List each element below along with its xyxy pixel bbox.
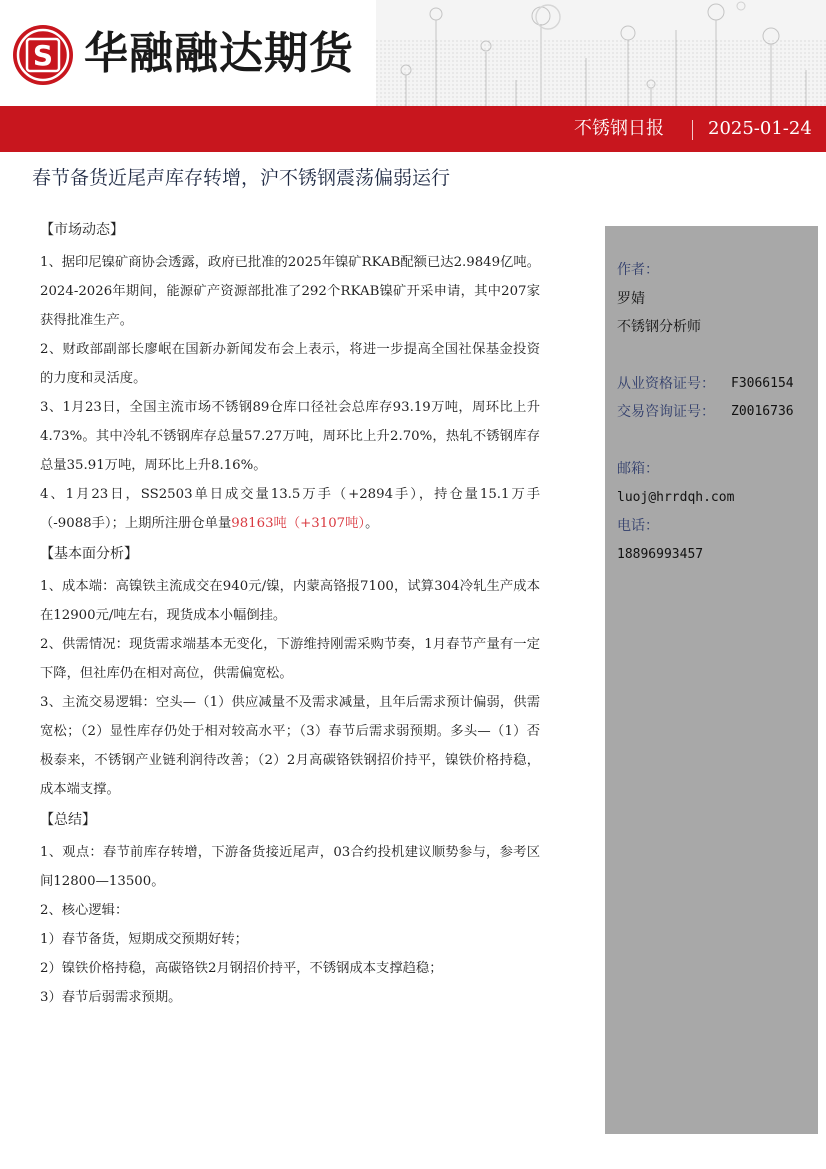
market-item-4-end: 。 (365, 516, 379, 531)
brand-name: 华融融达期货 (84, 28, 354, 79)
page-header (0, 0, 826, 106)
cert-label: 从业资格证号： (617, 376, 715, 392)
report-body (40, 214, 540, 1012)
section-heading-fundamental: 【基本面分析】 (40, 546, 138, 562)
email-address[interactable]: luoj@hrrdqh.com (617, 490, 735, 505)
fundamental-item-2: 2、供需情况：现货需求端基本无变化，下游维持刚需采购节奏，1月春节产量有一定下降，但社库仍在相对高位，供需偏宽松。 (40, 637, 540, 681)
consult-label: 交易咨询证号： (617, 404, 715, 420)
summary-item-4: 2）镍铁价格持稳，高碳铬铁2月钢招价持平，不锈钢成本支撑趋稳； (40, 961, 443, 976)
author-name: 罗婧 (617, 291, 645, 307)
report-date: 2025-01-24 (708, 118, 812, 139)
author-label: 作者： (617, 262, 659, 278)
section-heading-summary: 【总结】 (40, 812, 96, 828)
market-item-4-text: 4、1月23日，SS2503单日成交量13.5万手（+2894手），持仓量15.1万手（-9088手）；上期所注册仓单量 (40, 487, 540, 531)
logo-glyph: S (32, 39, 54, 72)
cert-number: F3066154 (731, 376, 794, 391)
company-logo (10, 22, 76, 88)
banner-divider (692, 120, 693, 140)
market-item-2: 2、财政部副部长廖岷在国新办新闻发布会上表示，将进一步提高全国社保基金投资的力度和灵活度。 (40, 342, 540, 386)
phone-number: 18896993457 (617, 547, 704, 562)
fundamental-item-3: 3、主流交易逻辑：空头—（1）供应减量不及需求减量，且年后需求预计偏弱，供需宽松；（2）显性库存仍处于相对较高水平；（3）春节后需求弱预期。多头—（1）否极泰来，不锈钢产业链利润待改善；（2）2月高碳铬铁钢招价持平，镍铁价格持稳，成本端支撑。 (40, 695, 540, 797)
author-sidebar (605, 226, 818, 1134)
fundamental-item-1: 1、成本端：高镍铁主流成交在940元/镍，内蒙高铬报7100，试算304冷轧生产成本在12900元/吨左右，现货成本小幅倒挂。 (40, 579, 540, 623)
email-label: 邮箱： (617, 461, 659, 477)
summary-item-2: 2、核心逻辑： (40, 903, 129, 918)
report-type: 不锈钢日报 (574, 118, 664, 139)
summary-item-1: 1、观点：春节前库存转增，下游备货接近尾声，03合约投机建议顺势参与，参考区间12800—13500。 (40, 845, 540, 889)
market-item-4 (40, 480, 540, 538)
summary-item-5: 3）春节后弱需求预期。 (40, 990, 182, 1005)
report-title: 春节备货近尾声库存转增，沪不锈钢震荡偏弱运行 (32, 167, 451, 189)
header-decoration (376, 0, 826, 106)
market-item-3: 3、1月23日，全国主流市场不锈钢89仓库口径社会总库存93.19万吨，周环比上升4.73%。其中冷轧不锈钢库存总量57.27万吨，周环比上升2.70%，热轧不锈钢库存总量35.91万吨，周环比上升8.16%。 (40, 400, 540, 473)
report-banner (0, 106, 826, 152)
author-title: 不锈钢分析师 (617, 319, 701, 335)
section-heading-market: 【市场动态】 (40, 222, 124, 238)
phone-label: 电话： (617, 518, 659, 534)
summary-item-3: 1）春节备货，短期成交预期好转； (40, 932, 248, 947)
market-item-1: 1、据印尼镍矿商协会透露，政府已批准的2025年镍矿RKAB配额已达2.9849亿吨。2024-2026年期间，能源矿产资源部批准了292个RKAB镍矿开采申请，其中207家获得批准生产。 (40, 255, 540, 328)
warrant-highlight: 98163吨（+3107吨） (231, 516, 366, 531)
consult-number: Z0016736 (731, 404, 794, 419)
